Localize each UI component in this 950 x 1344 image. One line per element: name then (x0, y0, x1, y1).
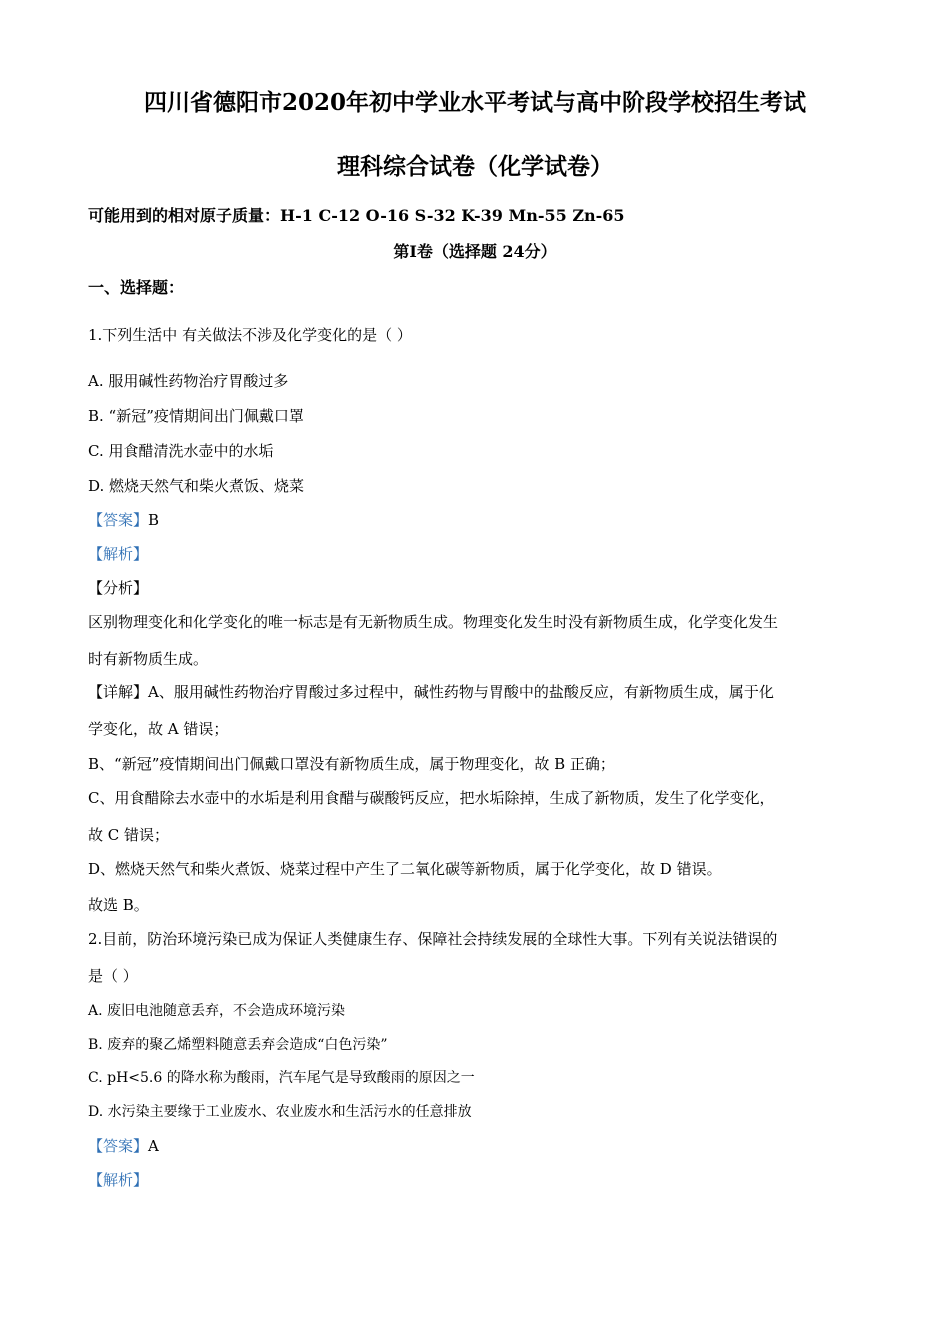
q1-stem: 1.下列生活中 有关做法不涉及化学变化的是（ ） (88, 326, 412, 344)
answer-tag: 【答案】 (88, 511, 149, 529)
q1-conclusion: 故选 B。 (88, 896, 149, 914)
q2-option-a: A. 废旧电池随意丢弃，不会造成环境污染 (88, 1003, 346, 1019)
q1-option-a: A. 服用碱性药物治疗胃酸过多 (88, 372, 289, 390)
q1-fenxi-line: 时有新物质生成。 (88, 650, 209, 668)
q1-fenxi-line: 区别物理变化和化学变化的唯一标志是有无新物质生成。物理变化发生时没有新物质生成，化学变化发生 (88, 613, 779, 631)
q1-detail-line: 学变化，故 A 错误； (88, 720, 229, 738)
q2-stem-line: 2.目前，防治环境污染已成为保证人类健康生存、保障社会持续发展的全球性大事。下列有关说法错误的 (88, 930, 778, 948)
q1-detail-line: C、用食醋除去水壶中的水垢是利用食醋与碳酸钙反应，把水垢除掉，生成了新物质，发生了化学变化， (88, 789, 775, 807)
q2-analysis-tag: 【解析】 (88, 1171, 149, 1189)
q1-option-b: B. “新冠”疫情期间出门佩戴口罩 (88, 407, 304, 425)
section-header: 第Ⅰ卷（选择题 24分） (393, 242, 557, 261)
answer-tag: 【答案】 (88, 1137, 149, 1155)
q1-fenxi-tag: 【分析】 (88, 579, 149, 597)
q1-detail-line: 【详解】A、服用碱性药物治疗胃酸过多过程中，碱性药物与胃酸中的盐酸反应，有新物质生成，属于化 (88, 683, 774, 701)
q1-detail-line: 故 C 错误； (88, 826, 170, 844)
q1-answer (88, 510, 159, 530)
document-title: 四川省德阳市2020年初中学业水平考试与高中阶段学校招生考试 (143, 89, 806, 116)
q2-answer (88, 1136, 159, 1156)
answer-value: B (148, 511, 160, 529)
q1-detail-line: D、燃烧天然气和柴火煮饭、烧菜过程中产生了二氧化碳等新物质，属于化学变化，故 D 错误。 (88, 860, 722, 878)
q2-option-d: D. 水污染主要缘于工业废水、农业废水和生活污水的任意排放 (88, 1104, 472, 1120)
q2-option-c: C. pH<5.6 的降水称为酸雨，汽车尾气是导致酸雨的原因之一 (88, 1070, 475, 1086)
q1-option-d: D. 燃烧天然气和柴火煮饭、烧菜 (88, 477, 305, 495)
atomic-masses: 可能用到的相对原子质量：H-1 C-12 O-16 S-32 K-39 Mn-55 Zn-65 (88, 206, 625, 225)
q1-option-c: C. 用食醋清洗水壶中的水垢 (88, 442, 274, 460)
q1-detail-line: B、“新冠”疫情期间出门佩戴口罩没有新物质生成，属于物理变化，故 B 正确； (88, 755, 615, 773)
document-subtitle: 理科综合试卷（化学试卷） (337, 153, 613, 180)
part-heading: 一、选择题： (88, 278, 185, 297)
q2-stem-line: 是（ ） (88, 967, 138, 985)
q2-option-b: B. 废弃的聚乙烯塑料随意丢弃会造成“白色污染” (88, 1037, 388, 1053)
q1-analysis-tag: 【解析】 (88, 545, 149, 563)
answer-value: A (148, 1137, 159, 1155)
